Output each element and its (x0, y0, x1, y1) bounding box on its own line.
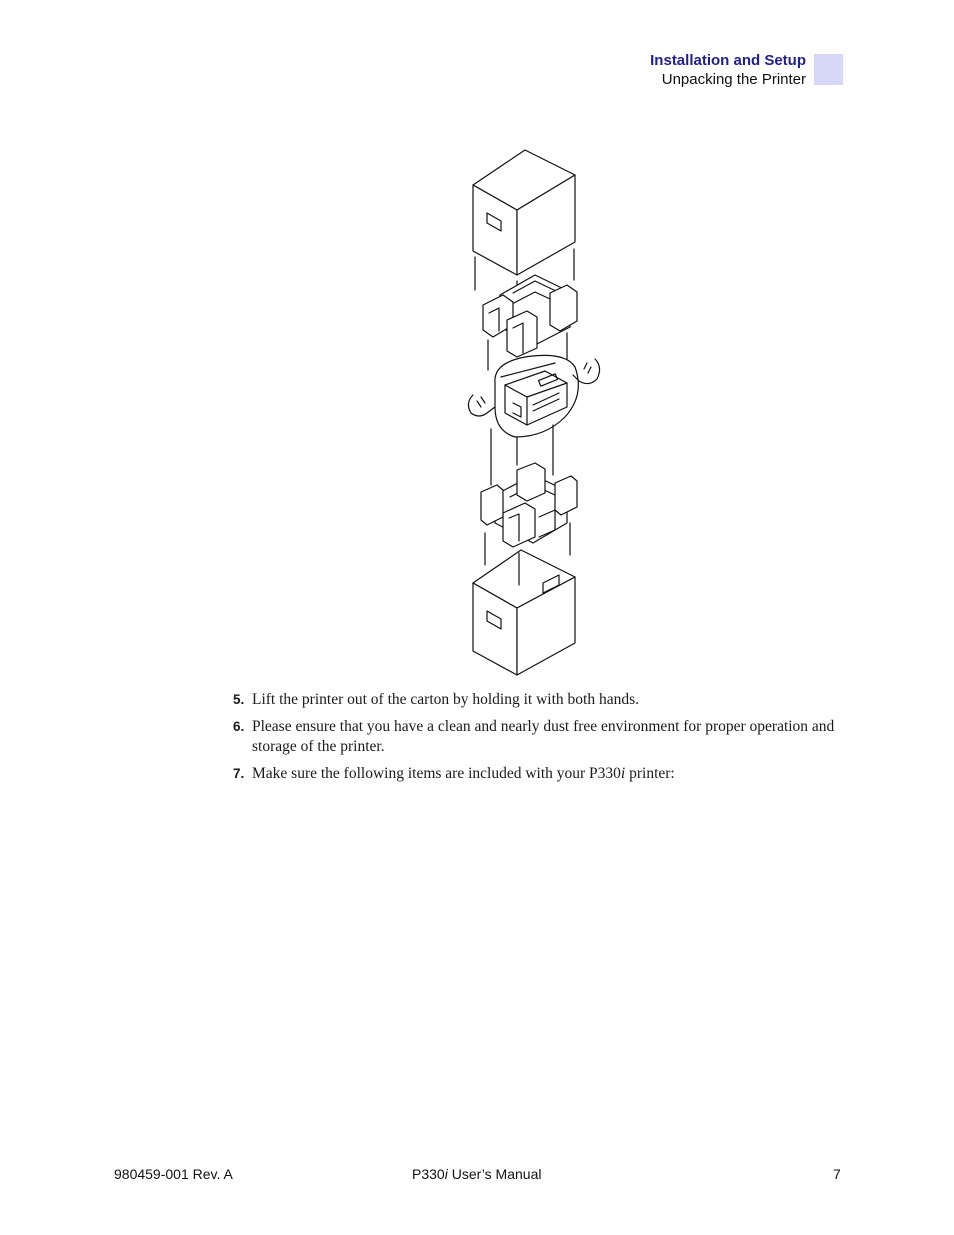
footer-page-number: 7 (833, 1166, 841, 1182)
carton-base (473, 550, 575, 675)
step-text-end: printer: (625, 765, 675, 782)
step-text (252, 764, 843, 784)
footer-title-suffix: User’s Manual (447, 1166, 542, 1182)
step-item (233, 717, 843, 757)
step-text: Lift the printer out of the carton by holding it with both hands. (252, 691, 640, 708)
unpacking-illustration (455, 145, 615, 685)
running-header (650, 52, 806, 89)
footer-manual-title (412, 1166, 541, 1182)
lower-foam-insert (481, 463, 577, 585)
step-item (233, 764, 843, 784)
model-suffix: i (620, 765, 626, 782)
step-number: 6. (233, 719, 245, 734)
footer-doc-number: 980459-001 Rev. A (114, 1166, 233, 1182)
step-number: 5. (233, 692, 245, 707)
footer-title-italic: i (444, 1166, 448, 1182)
step-list (233, 690, 843, 791)
subsection-title: Unpacking the Printer (661, 71, 806, 88)
step-text-start: Make sure the following items are included with your P330 (252, 765, 621, 782)
step-number: 7. (233, 766, 245, 781)
section-title: Installation and Setup (650, 52, 806, 69)
footer-title-prefix: P330 (412, 1166, 445, 1182)
step-text: Please ensure that you have a clean and nearly dust free environment for proper operation and storage of the printer. (252, 718, 835, 755)
step-item (233, 690, 843, 710)
chapter-tab-marker (814, 54, 843, 85)
